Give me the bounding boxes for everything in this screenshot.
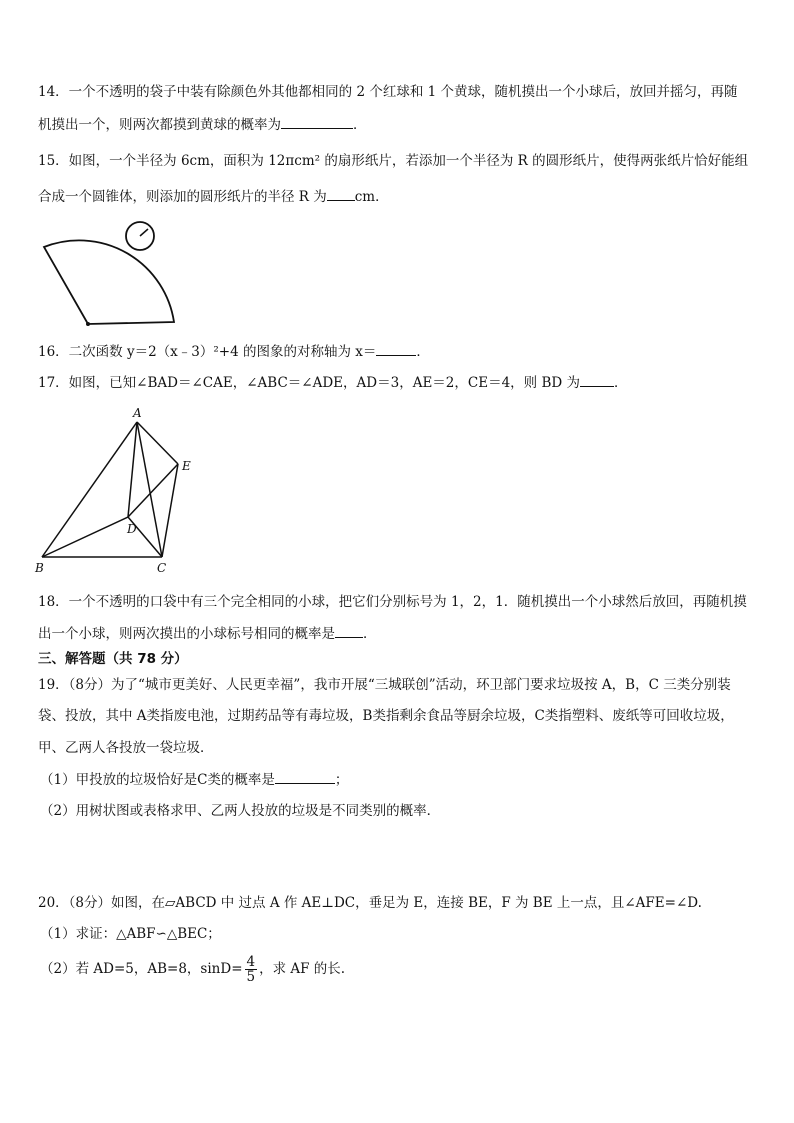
q15-line2 [38, 186, 389, 207]
q14-line1: 14．一个不透明的袋子中装有除颜色外其他都相同的 2 个红球和 1 个黄球，随机摸出一个小球后，放回并摇匀，再随 [38, 84, 738, 100]
label-B: B [35, 561, 44, 575]
fraction-numerator: 4 [246, 954, 256, 970]
q20-part2-pre: （2）若 AD=5，AB=8，sinD= [40, 961, 243, 977]
q18-end: ． [363, 626, 377, 642]
q19-line3: 甲、乙两人各投放一袋垃圾． [38, 740, 214, 756]
q19-line2: 袋、投放，其中 A类指废电池，过期药品等有毒垃圾，B类指剩余食品等厨余垃圾，C类指塑料、废纸等可回收垃圾， [38, 708, 734, 724]
q15-sector-figure [30, 212, 200, 330]
q19-part1 [40, 769, 348, 790]
q20-part1: （1）求证：△ABF∽△BEC； [40, 926, 221, 942]
q19-part1-text: （1）甲投放的垃圾恰好是C类的概率是 [40, 772, 275, 788]
q20-part2 [40, 955, 345, 984]
q16-line [38, 341, 430, 362]
q19-answer-blank[interactable] [275, 769, 335, 784]
edge-BD [42, 517, 128, 557]
circle-radius-mark [140, 229, 148, 236]
q15-end: cm． [354, 189, 389, 205]
label-C: C [157, 561, 167, 575]
q16-end: ． [416, 344, 430, 360]
q17-line [38, 372, 627, 393]
edge-AB [42, 422, 137, 557]
q18-line2 [38, 623, 377, 644]
q14-line2 [38, 114, 367, 135]
q18-line2-text: 出一个小球，则两次摸出的小球标号相同的概率是 [38, 626, 335, 642]
sinD-fraction [245, 955, 258, 984]
label-A: A [133, 406, 142, 420]
q18-line1: 18．一个不透明的口袋中有三个完全相同的小球，把它们分别标号为 1，2，1．随机摸出一个小球然后放回，再随机摸 [38, 594, 747, 610]
label-E: E [182, 459, 191, 473]
q17-text: 17．如图，已知∠BAD＝∠CAE，∠ABC＝∠ADE，AD＝3，AE＝2，CE＝4，则 BD 为 [38, 375, 580, 391]
label-D: D [127, 522, 137, 536]
q14-answer-blank[interactable] [281, 114, 353, 129]
q15-line1: 15．如图，一个半径为 6cm，面积为 12πcm² 的扇形纸片，若添加一个半径为 R 的圆形纸片，使得两张纸片恰好能组 [38, 153, 749, 169]
fraction-denominator: 5 [246, 969, 256, 985]
q16-answer-blank[interactable] [376, 341, 416, 356]
q19-part2: （2）用树状图或表格求甲、乙两人投放的垃圾是不同类别的概率． [40, 803, 441, 819]
edge-AD [128, 422, 137, 517]
section-title: 三、解答题（共 78 分） [38, 651, 188, 667]
q20-line1: 20．（8分）如图，在▱ABCD 中 过点 A 作 AE⊥DC，垂足为 E，连接 BE，F 为 BE 上一点，且∠AFE=∠D. [38, 895, 702, 911]
q17-end: ． [613, 375, 628, 391]
sector-shape [44, 240, 174, 324]
q14-end: ． [353, 117, 367, 133]
q17-answer-blank[interactable] [580, 372, 614, 387]
q17-triangle-figure [30, 402, 205, 577]
q16-text: 16．二次函数 y＝2（x﹣3）²+4 的图象的对称轴为 x＝ [38, 344, 377, 360]
sector-center-dot [86, 322, 90, 326]
q14-line2-text: 机摸出一个，则两次都摸到黄球的概率为 [38, 117, 281, 133]
q18-answer-blank[interactable] [335, 623, 363, 638]
q15-answer-blank[interactable] [327, 186, 355, 201]
q15-line2-text: 合成一个圆锥体，则添加的圆形纸片的半径 R 为 [38, 189, 327, 205]
q20-part2-post: ，求 AF 的长. [259, 961, 346, 977]
q19-line1: 19．（8分）为了“城市更美好、人民更幸福”，我市开展“三城联创”活动，环卫部门要求垃圾按 A，B，C 三类分别装 [38, 677, 731, 693]
edge-AC [137, 422, 162, 557]
q19-part1-end: ； [334, 772, 349, 788]
